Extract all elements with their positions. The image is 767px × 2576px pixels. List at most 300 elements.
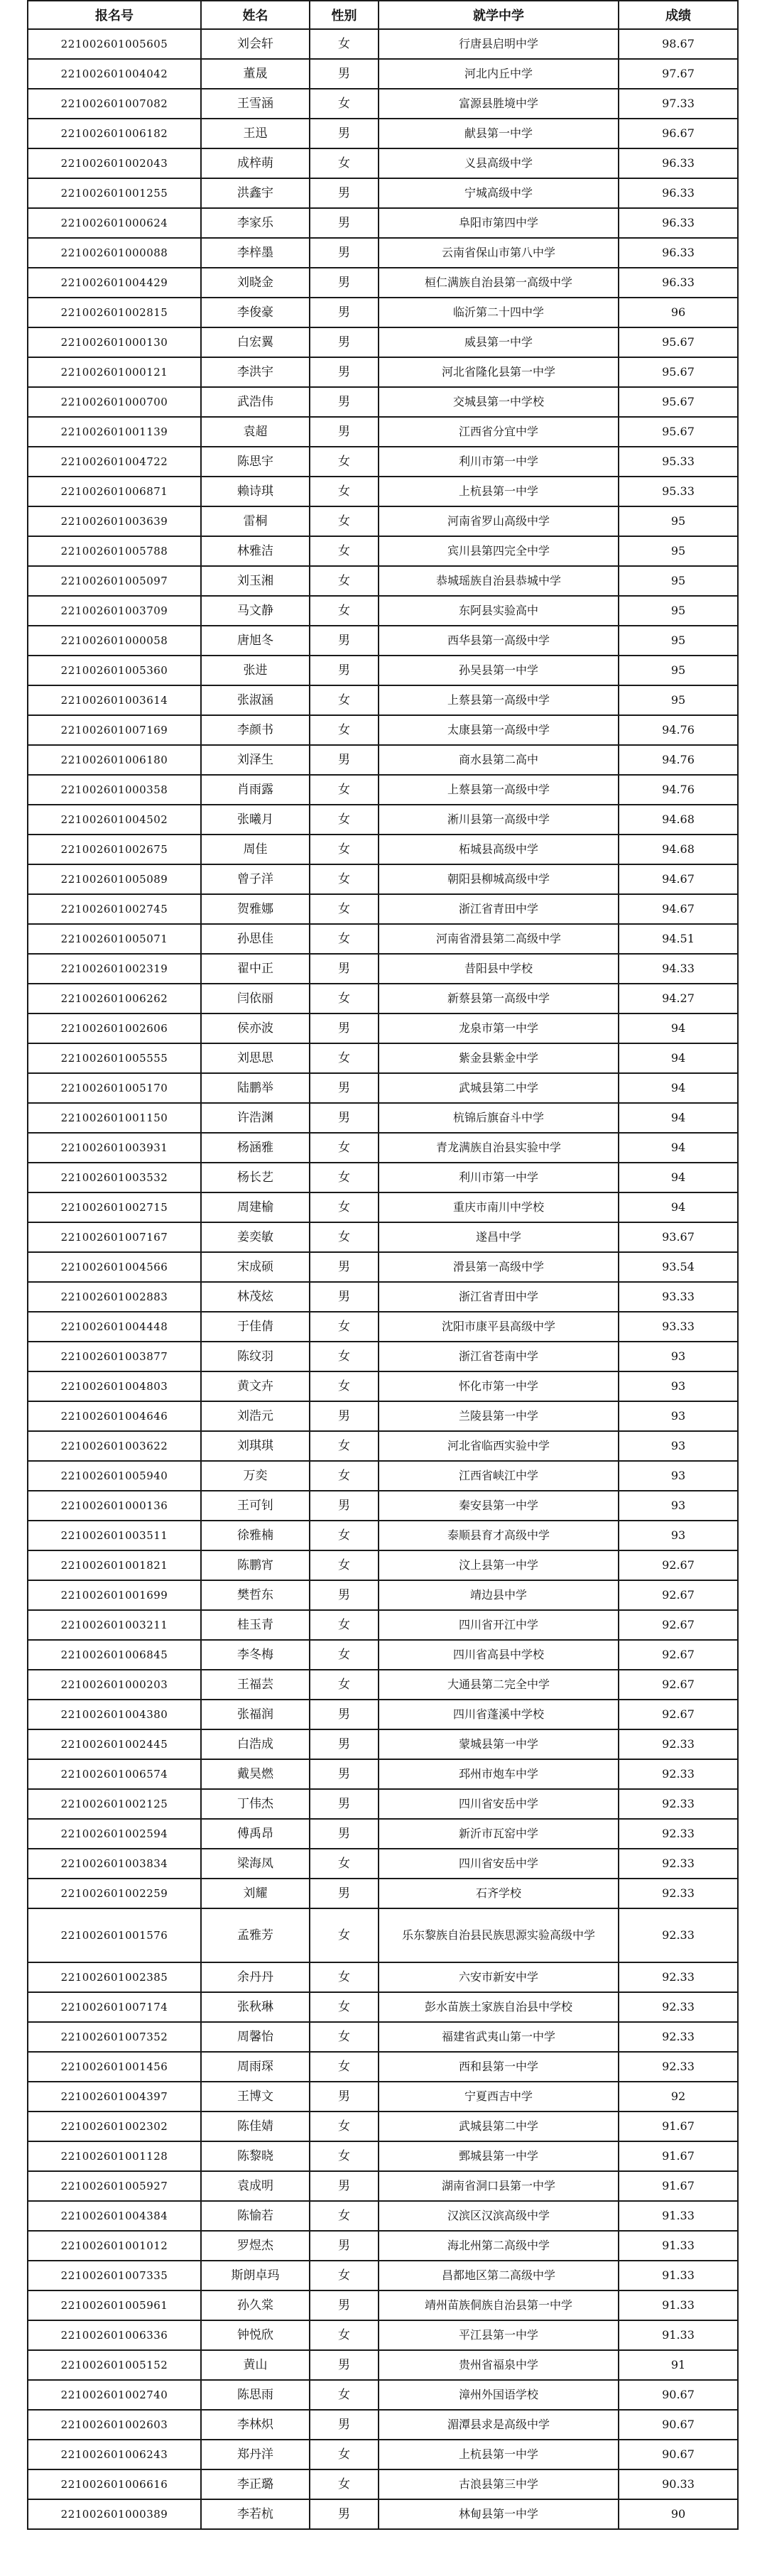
cell-gender: 女 [310, 715, 379, 745]
table-row [28, 477, 738, 506]
cell-school: 漳州外国语学校 [379, 2380, 619, 2410]
cell-registration-id: 221002601001456 [28, 2052, 201, 2082]
table-row [28, 2261, 738, 2290]
cell-school: 泰顺县育才高级中学 [379, 1521, 619, 1550]
cell-school: 古浪县第三中学 [379, 2469, 619, 2499]
cell-student-name: 唐旭冬 [201, 626, 310, 656]
cell-school: 海北州第二高级中学 [379, 2231, 619, 2261]
cell-score: 91.67 [619, 2141, 738, 2171]
cell-registration-id: 221002601005555 [28, 1043, 201, 1073]
admission-score-table [27, 0, 739, 2530]
cell-score: 94.67 [619, 894, 738, 924]
cell-student-name: 钟悦欣 [201, 2320, 310, 2350]
cell-score: 92.67 [619, 1640, 738, 1670]
cell-gender: 女 [310, 894, 379, 924]
cell-student-name: 姜奕敏 [201, 1222, 310, 1252]
table-row [28, 1962, 738, 1992]
cell-school: 大通县第二完全中学 [379, 1670, 619, 1700]
cell-school: 利川市第一中学 [379, 447, 619, 477]
cell-registration-id: 221002601007174 [28, 1992, 201, 2022]
cell-score: 93.33 [619, 1282, 738, 1312]
cell-student-name: 刘晓金 [201, 268, 310, 298]
cell-score: 91.67 [619, 2112, 738, 2141]
cell-school: 乐东黎族自治县民族思源实验高级中学 [379, 1908, 619, 1962]
cell-student-name: 成梓萌 [201, 148, 310, 178]
cell-school: 义县高级中学 [379, 148, 619, 178]
cell-registration-id: 221002601002740 [28, 2380, 201, 2410]
cell-student-name: 张秋琳 [201, 1992, 310, 2022]
cell-gender: 女 [310, 1312, 379, 1342]
cell-school: 石齐学校 [379, 1879, 619, 1908]
cell-registration-id: 221002601006262 [28, 984, 201, 1013]
cell-student-name: 王雪涵 [201, 89, 310, 119]
cell-gender: 女 [310, 89, 379, 119]
cell-student-name: 罗煜杰 [201, 2231, 310, 2261]
cell-gender: 男 [310, 1073, 379, 1103]
cell-score: 95 [619, 536, 738, 566]
cell-gender: 男 [310, 1401, 379, 1431]
cell-school: 西和县第一中学 [379, 2052, 619, 2082]
header-name: 姓名 [201, 1, 310, 29]
cell-score: 93 [619, 1491, 738, 1521]
cell-student-name: 李家乐 [201, 208, 310, 238]
cell-registration-id: 221002601001699 [28, 1580, 201, 1610]
cell-registration-id: 221002601003877 [28, 1342, 201, 1371]
table-row [28, 298, 738, 327]
cell-student-name: 林雅洁 [201, 536, 310, 566]
table-row [28, 1610, 738, 1640]
cell-school: 汉滨区汉滨高级中学 [379, 2201, 619, 2231]
cell-gender: 男 [310, 327, 379, 357]
cell-school: 江西省峡江中学 [379, 1461, 619, 1491]
cell-student-name: 黄山 [201, 2350, 310, 2380]
table-row [28, 2290, 738, 2320]
cell-gender: 女 [310, 2469, 379, 2499]
cell-registration-id: 221002601002319 [28, 954, 201, 984]
cell-gender: 女 [310, 596, 379, 626]
table-row [28, 715, 738, 745]
cell-score: 97.67 [619, 59, 738, 89]
cell-registration-id: 221002601000130 [28, 327, 201, 357]
cell-school: 怀化市第一中学 [379, 1371, 619, 1401]
cell-gender: 男 [310, 208, 379, 238]
cell-score: 93 [619, 1401, 738, 1431]
cell-registration-id: 221002601001139 [28, 417, 201, 447]
cell-score: 95 [619, 656, 738, 685]
cell-score: 93 [619, 1371, 738, 1401]
cell-school: 柘城县高级中学 [379, 835, 619, 864]
cell-school: 靖州苗族侗族自治县第一中学 [379, 2290, 619, 2320]
table-row [28, 1580, 738, 1610]
cell-school: 秦安县第一中学 [379, 1491, 619, 1521]
cell-registration-id: 221002601000700 [28, 387, 201, 417]
table-row [28, 119, 738, 148]
cell-score: 91.33 [619, 2201, 738, 2231]
cell-registration-id: 221002601006180 [28, 745, 201, 775]
cell-score: 93.67 [619, 1222, 738, 1252]
cell-gender: 女 [310, 1521, 379, 1550]
cell-gender: 女 [310, 1133, 379, 1163]
cell-school: 浙江省青田中学 [379, 894, 619, 924]
cell-score: 96.33 [619, 268, 738, 298]
cell-score: 92.33 [619, 2052, 738, 2082]
cell-school: 行唐县启明中学 [379, 29, 619, 59]
cell-registration-id: 221002601002259 [28, 1879, 201, 1908]
cell-gender: 女 [310, 805, 379, 835]
table-row [28, 1342, 738, 1371]
cell-registration-id: 221002601005788 [28, 536, 201, 566]
table-row [28, 1729, 738, 1759]
cell-score: 92.67 [619, 1700, 738, 1729]
cell-gender: 女 [310, 1163, 379, 1192]
table-row [28, 984, 738, 1013]
table-row [28, 178, 738, 208]
table-row [28, 1759, 738, 1789]
cell-registration-id: 221002601004042 [28, 59, 201, 89]
cell-registration-id: 221002601002883 [28, 1282, 201, 1312]
cell-registration-id: 221002601004380 [28, 1700, 201, 1729]
cell-student-name: 孟雅芳 [201, 1908, 310, 1962]
table-row [28, 536, 738, 566]
table-row [28, 894, 738, 924]
cell-gender: 女 [310, 1640, 379, 1670]
cell-school: 武城县第二中学 [379, 1073, 619, 1103]
cell-gender: 女 [310, 2112, 379, 2141]
cell-gender: 男 [310, 119, 379, 148]
cell-gender: 男 [310, 268, 379, 298]
cell-score: 91.33 [619, 2261, 738, 2290]
cell-gender: 女 [310, 775, 379, 805]
cell-student-name: 周佳 [201, 835, 310, 864]
cell-school: 四川省高县中学校 [379, 1640, 619, 1670]
cell-score: 95.67 [619, 327, 738, 357]
cell-registration-id: 221002601001150 [28, 1103, 201, 1133]
cell-student-name: 陈黎晓 [201, 2141, 310, 2171]
cell-registration-id: 221002601005927 [28, 2171, 201, 2201]
cell-registration-id: 221002601004448 [28, 1312, 201, 1342]
cell-gender: 男 [310, 417, 379, 447]
cell-student-name: 杨涵雅 [201, 1133, 310, 1163]
cell-registration-id: 221002601004722 [28, 447, 201, 477]
header-school: 就学中学 [379, 1, 619, 29]
table-row [28, 1992, 738, 2022]
table-row [28, 417, 738, 447]
cell-school: 江西省分宜中学 [379, 417, 619, 447]
cell-registration-id: 221002601005605 [28, 29, 201, 59]
cell-score: 93.33 [619, 1312, 738, 1342]
table-row [28, 1073, 738, 1103]
cell-student-name: 陈愉若 [201, 2201, 310, 2231]
cell-student-name: 翟中正 [201, 954, 310, 984]
cell-score: 96.33 [619, 238, 738, 268]
cell-registration-id: 221002601000389 [28, 2499, 201, 2529]
cell-gender: 男 [310, 1879, 379, 1908]
cell-school: 六安市新安中学 [379, 1962, 619, 1992]
table-row [28, 59, 738, 89]
cell-registration-id: 221002601002745 [28, 894, 201, 924]
cell-registration-id: 221002601000136 [28, 1491, 201, 1521]
cell-student-name: 李颜书 [201, 715, 310, 745]
cell-school: 武城县第二中学 [379, 2112, 619, 2141]
cell-score: 92.33 [619, 1759, 738, 1789]
cell-score: 94 [619, 1133, 738, 1163]
table-row [28, 775, 738, 805]
cell-gender: 女 [310, 2201, 379, 2231]
cell-school: 临沂第二十四中学 [379, 298, 619, 327]
table-row [28, 2231, 738, 2261]
cell-registration-id: 221002601004384 [28, 2201, 201, 2231]
cell-score: 94 [619, 1192, 738, 1222]
cell-score: 95.33 [619, 477, 738, 506]
table-row [28, 685, 738, 715]
cell-student-name: 万奕 [201, 1461, 310, 1491]
cell-score: 92.67 [619, 1580, 738, 1610]
cell-registration-id: 221002601003614 [28, 685, 201, 715]
table-row [28, 626, 738, 656]
cell-school: 福建省武夷山第一中学 [379, 2022, 619, 2052]
table-row [28, 387, 738, 417]
cell-student-name: 陈思宇 [201, 447, 310, 477]
cell-gender: 女 [310, 2320, 379, 2350]
cell-score: 90.67 [619, 2380, 738, 2410]
cell-score: 96 [619, 298, 738, 327]
cell-registration-id: 221002601006845 [28, 1640, 201, 1670]
cell-student-name: 袁成明 [201, 2171, 310, 2201]
cell-student-name: 傅禹昂 [201, 1819, 310, 1849]
cell-score: 92.33 [619, 1729, 738, 1759]
cell-score: 94.51 [619, 924, 738, 954]
cell-student-name: 赖诗琪 [201, 477, 310, 506]
cell-student-name: 陆鹏举 [201, 1073, 310, 1103]
cell-gender: 男 [310, 298, 379, 327]
cell-registration-id: 221002601007352 [28, 2022, 201, 2052]
table-row [28, 1013, 738, 1043]
table-row [28, 1252, 738, 1282]
table-row [28, 1043, 738, 1073]
cell-gender: 男 [310, 954, 379, 984]
cell-school: 利川市第一中学 [379, 1163, 619, 1192]
cell-score: 94.76 [619, 715, 738, 745]
cell-registration-id: 221002601001821 [28, 1550, 201, 1580]
cell-gender: 男 [310, 1759, 379, 1789]
cell-registration-id: 221002601004502 [28, 805, 201, 835]
cell-student-name: 王可钊 [201, 1491, 310, 1521]
cell-score: 92.33 [619, 1992, 738, 2022]
cell-gender: 男 [310, 1282, 379, 1312]
table-row [28, 357, 738, 387]
cell-student-name: 董晟 [201, 59, 310, 89]
table-row [28, 1133, 738, 1163]
cell-school: 昔阳县中学校 [379, 954, 619, 984]
cell-registration-id: 221002601002302 [28, 2112, 201, 2141]
cell-school: 河南省罗山高级中学 [379, 506, 619, 536]
cell-school: 上蔡县第一高级中学 [379, 685, 619, 715]
cell-registration-id: 221002601000121 [28, 357, 201, 387]
cell-student-name: 周雨琛 [201, 2052, 310, 2082]
cell-registration-id: 221002601002445 [28, 1729, 201, 1759]
table-row [28, 805, 738, 835]
cell-registration-id: 221002601005170 [28, 1073, 201, 1103]
cell-school: 孙吴县第一中学 [379, 656, 619, 685]
cell-student-name: 徐雅楠 [201, 1521, 310, 1550]
cell-gender: 女 [310, 1610, 379, 1640]
cell-school: 蒙城县第一中学 [379, 1729, 619, 1759]
cell-student-name: 杨长艺 [201, 1163, 310, 1192]
table-row [28, 2350, 738, 2380]
table-row [28, 327, 738, 357]
cell-gender: 男 [310, 745, 379, 775]
cell-student-name: 刘琪琪 [201, 1431, 310, 1461]
cell-gender: 女 [310, 477, 379, 506]
table-row [28, 835, 738, 864]
cell-student-name: 周建榆 [201, 1192, 310, 1222]
cell-school: 上杭县第一中学 [379, 2440, 619, 2469]
cell-gender: 男 [310, 2410, 379, 2440]
cell-gender: 女 [310, 29, 379, 59]
cell-student-name: 刘玉湘 [201, 566, 310, 596]
cell-student-name: 闫依丽 [201, 984, 310, 1013]
cell-score: 94.33 [619, 954, 738, 984]
cell-score: 91.33 [619, 2290, 738, 2320]
cell-registration-id: 221002601005071 [28, 924, 201, 954]
cell-score: 92.33 [619, 1849, 738, 1879]
cell-student-name: 李俊豪 [201, 298, 310, 327]
table-row [28, 2469, 738, 2499]
table-row [28, 1431, 738, 1461]
cell-school: 湄潭县求是高级中学 [379, 2410, 619, 2440]
cell-score: 94.27 [619, 984, 738, 1013]
cell-score: 93 [619, 1431, 738, 1461]
cell-student-name: 余丹丹 [201, 1962, 310, 1992]
table-row [28, 29, 738, 59]
cell-registration-id: 221002601007169 [28, 715, 201, 745]
header-gender: 性别 [310, 1, 379, 29]
cell-score: 94.76 [619, 775, 738, 805]
cell-school: 贵州省福泉中学 [379, 2350, 619, 2380]
table-row [28, 2499, 738, 2529]
cell-registration-id: 221002601003709 [28, 596, 201, 626]
cell-school: 兰陵县第一中学 [379, 1401, 619, 1431]
cell-score: 92.67 [619, 1670, 738, 1700]
table-row [28, 924, 738, 954]
cell-score: 94 [619, 1043, 738, 1073]
cell-score: 94.68 [619, 805, 738, 835]
cell-score: 94 [619, 1013, 738, 1043]
cell-registration-id: 221002601004429 [28, 268, 201, 298]
cell-student-name: 张曦月 [201, 805, 310, 835]
cell-score: 92.33 [619, 1962, 738, 1992]
cell-score: 90.67 [619, 2410, 738, 2440]
cell-registration-id: 221002601000624 [28, 208, 201, 238]
cell-registration-id: 221002601001128 [28, 2141, 201, 2171]
cell-score: 91.33 [619, 2231, 738, 2261]
cell-score: 92.33 [619, 1879, 738, 1908]
cell-registration-id: 221002601005961 [28, 2290, 201, 2320]
cell-student-name: 白浩成 [201, 1729, 310, 1759]
cell-school: 杭锦后旗奋斗中学 [379, 1103, 619, 1133]
cell-score: 95 [619, 626, 738, 656]
cell-score: 95 [619, 566, 738, 596]
cell-score: 92.33 [619, 1908, 738, 1962]
cell-school: 淅川县第一高级中学 [379, 805, 619, 835]
header-score: 成绩 [619, 1, 738, 29]
cell-school: 宾川县第四完全中学 [379, 536, 619, 566]
table-row [28, 1849, 738, 1879]
cell-gender: 女 [310, 2380, 379, 2410]
cell-gender: 男 [310, 2290, 379, 2320]
cell-score: 93 [619, 1521, 738, 1550]
cell-school: 紫金县紫金中学 [379, 1043, 619, 1073]
table-row [28, 745, 738, 775]
table-row [28, 1819, 738, 1849]
cell-gender: 男 [310, 1013, 379, 1043]
cell-registration-id: 221002601004646 [28, 1401, 201, 1431]
cell-gender: 女 [310, 1043, 379, 1073]
cell-registration-id: 221002601003834 [28, 1849, 201, 1879]
table-row [28, 2082, 738, 2112]
cell-student-name: 张淑涵 [201, 685, 310, 715]
table-row [28, 1103, 738, 1133]
cell-registration-id: 221002601001012 [28, 2231, 201, 2261]
cell-student-name: 肖雨露 [201, 775, 310, 805]
cell-registration-id: 221002601002603 [28, 2410, 201, 2440]
table-row [28, 2112, 738, 2141]
cell-gender: 男 [310, 626, 379, 656]
cell-student-name: 刘泽生 [201, 745, 310, 775]
table-row [28, 1282, 738, 1312]
table-row [28, 208, 738, 238]
cell-registration-id: 221002601003511 [28, 1521, 201, 1550]
cell-school: 汶上县第一中学 [379, 1550, 619, 1580]
cell-school: 宁夏西吉中学 [379, 2082, 619, 2112]
cell-score: 95 [619, 506, 738, 536]
cell-registration-id: 221002601000058 [28, 626, 201, 656]
cell-score: 94 [619, 1103, 738, 1133]
cell-registration-id: 221002601002815 [28, 298, 201, 327]
cell-score: 91 [619, 2350, 738, 2380]
cell-student-name: 张进 [201, 656, 310, 685]
cell-registration-id: 221002601005097 [28, 566, 201, 596]
cell-score: 94.68 [619, 835, 738, 864]
table-row [28, 2410, 738, 2440]
cell-student-name: 樊哲东 [201, 1580, 310, 1610]
cell-student-name: 林茂炫 [201, 1282, 310, 1312]
cell-school: 西华县第一高级中学 [379, 626, 619, 656]
cell-student-name: 曾子洋 [201, 864, 310, 894]
cell-score: 93.54 [619, 1252, 738, 1282]
cell-gender: 男 [310, 1103, 379, 1133]
cell-student-name: 白宏翼 [201, 327, 310, 357]
table-row [28, 1550, 738, 1580]
cell-score: 95.67 [619, 417, 738, 447]
cell-student-name: 李洪宇 [201, 357, 310, 387]
cell-registration-id: 221002601006243 [28, 2440, 201, 2469]
cell-registration-id: 221002601002606 [28, 1013, 201, 1043]
header-row [28, 1, 738, 29]
table-row [28, 2380, 738, 2410]
cell-student-name: 武浩伟 [201, 387, 310, 417]
cell-gender: 男 [310, 1789, 379, 1819]
cell-gender: 女 [310, 1670, 379, 1700]
cell-student-name: 丁伟杰 [201, 1789, 310, 1819]
cell-gender: 女 [310, 1371, 379, 1401]
cell-school: 遂昌中学 [379, 1222, 619, 1252]
table-row [28, 1461, 738, 1491]
table-body [28, 29, 738, 2529]
cell-school: 威县第一中学 [379, 327, 619, 357]
cell-school: 恭城瑶族自治县恭城中学 [379, 566, 619, 596]
cell-score: 95.67 [619, 387, 738, 417]
